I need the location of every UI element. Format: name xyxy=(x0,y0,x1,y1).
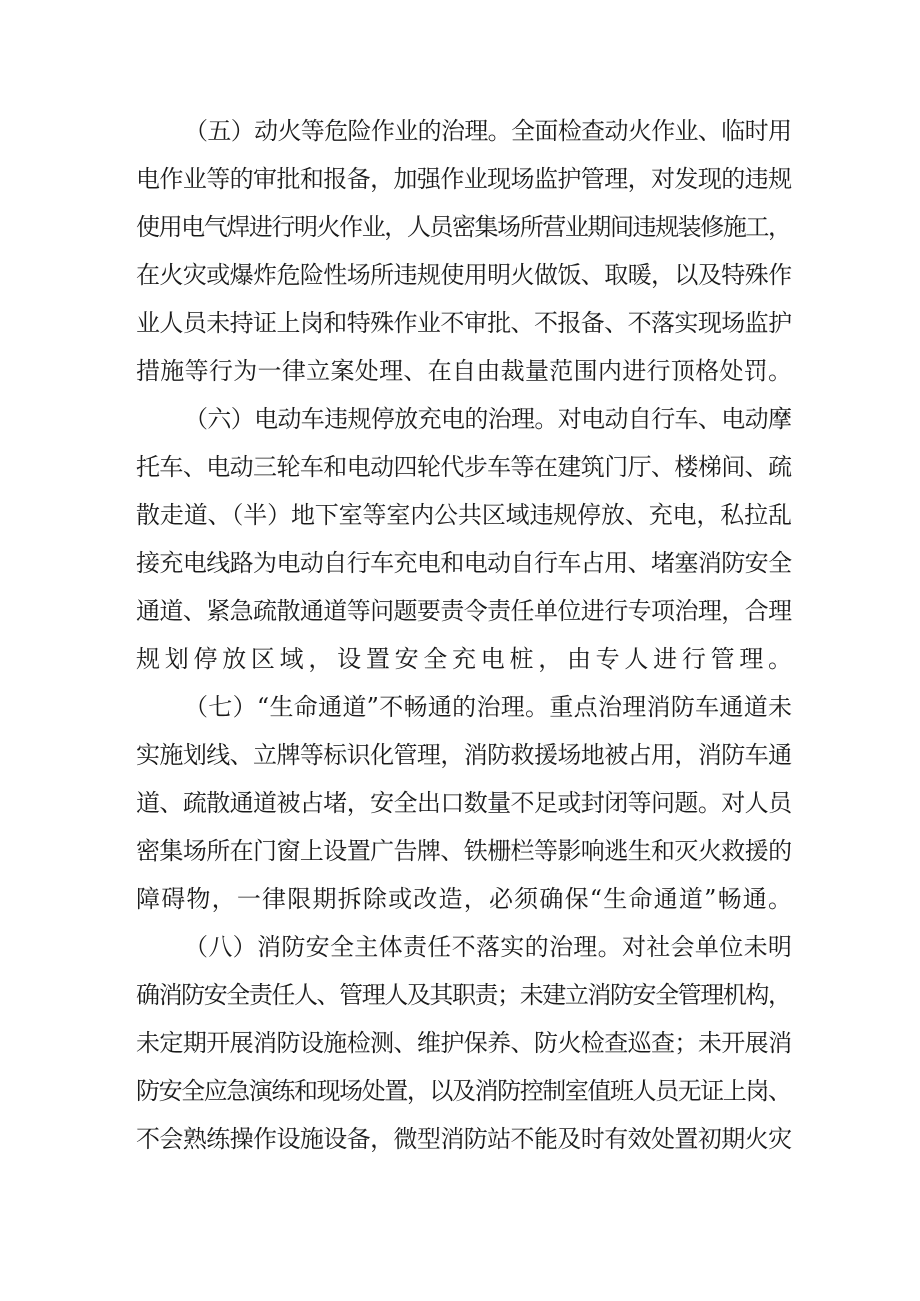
para-6-line-1: （六）电动车违规停放充电的治理。对电动自行车、电动摩 xyxy=(184,405,792,433)
para-5-line-6: 措施等行为一律立案处理、在自由裁量范围内进行顶格处罚。 xyxy=(136,357,793,385)
para-5-line-1: （五）动火等危险作业的治理。全面检查动火作业、临时用 xyxy=(184,117,792,145)
para-8-line-2: 确消防安全责任人、管理人及其职责；未建立消防安全管理机构， xyxy=(136,981,791,1009)
para-7-line-1: （七）“生命通道”不畅通的治理。重点治理消防车通道未 xyxy=(184,693,793,721)
para-8-line-1: （八）消防安全主体责任不落实的治理。对社会单位未明 xyxy=(184,933,793,961)
para-8-line-4: 防安全应急演练和现场处置，以及消防控制室值班人员无证上岗、 xyxy=(136,1077,791,1105)
para-6-line-6: 规划停放区域，设置安全充电桩，由专人进行管理。 xyxy=(136,645,797,673)
para-7-line-4: 密集场所在门窗上设置广告牌、铁栅栏等影响逃生和灭火救援的 xyxy=(136,837,792,865)
para-7-line-2: 实施划线、立牌等标识化管理，消防救援场地被占用，消防车通 xyxy=(136,741,792,769)
para-5-line-4: 在火灾或爆炸危险性场所违规使用明火做饭、取暖，以及特殊作 xyxy=(136,261,792,289)
para-5-line-3: 使用电气焊进行明火作业，人员密集场所营业期间违规装修施工， xyxy=(136,213,791,241)
para-6-line-5: 通道、紧急疏散通道等问题要责令责任单位进行专项治理，合理 xyxy=(136,597,792,625)
para-6-line-4: 接充电线路为电动自行车充电和电动自行车占用、堵塞消防安全 xyxy=(136,549,792,577)
para-6-line-3: 散走道、（半）地下室等室内公共区域违规停放、充电，私拉乱 xyxy=(136,501,792,529)
para-6-line-2: 托车、电动三轮车和电动四轮代步车等在建筑门厅、楼梯间、疏 xyxy=(136,453,792,481)
para-7-line-3: 道、疏散通道被占堵，安全出口数量不足或封闭等问题。对人员 xyxy=(136,789,792,817)
para-5-line-2: 电作业等的审批和报备，加强作业现场监护管理，对发现的违规 xyxy=(136,165,792,193)
para-8-line-3: 未定期开展消防设施检测、维护保养、防火检查巡查；未开展消 xyxy=(136,1029,792,1057)
para-7-line-5: 障碍物，一律限期拆除或改造，必须确保“生命通道”畅通。 xyxy=(136,885,794,913)
para-8-line-5: 不会熟练操作设施设备，微型消防站不能及时有效处置初期火灾 xyxy=(136,1125,792,1153)
para-5-line-5: 业人员未持证上岗和特殊作业不审批、不报备、不落实现场监护 xyxy=(136,309,792,337)
